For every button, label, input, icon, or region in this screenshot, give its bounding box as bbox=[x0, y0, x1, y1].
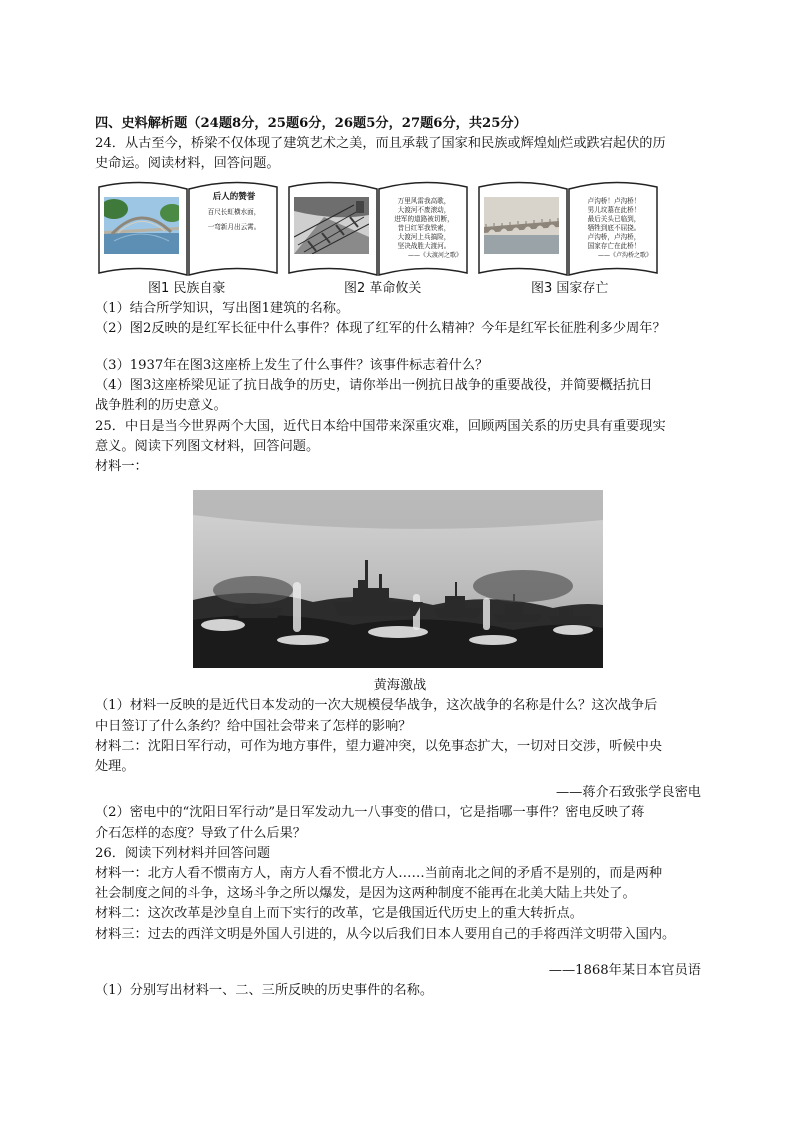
q26-intro: 26．阅读下列材料并回答问题 bbox=[95, 845, 271, 861]
q25-intro-cont: 意义。阅读下列图文材料，回答问题。 bbox=[95, 438, 320, 454]
poem-line: 卢沟桥，卢沟桥， bbox=[587, 232, 641, 241]
q24-question-4: （4）图3这座桥梁见证了抗日战争的历史，请你举出一例抗日战争的重要战役，并简要概括抗日 bbox=[95, 378, 653, 394]
figure-2-book bbox=[285, 179, 471, 277]
q25-question-2: （2）密电中的“沈阳日军行动”是日军发动九一八事变的借口，它是指哪一事件？密电反映了蒋 bbox=[95, 805, 645, 821]
poem-line: 一弯新月出云霄。 bbox=[207, 222, 261, 231]
poem-line: 牺牲到底不屈挠。 bbox=[587, 223, 641, 232]
poem-line: 坚决战胜大渡河。 bbox=[397, 241, 451, 250]
figure-2-poem bbox=[386, 197, 462, 260]
zhaozhou-bridge-photo bbox=[104, 197, 179, 254]
q25-material-1-label: 材料一： bbox=[95, 459, 148, 475]
q25-material-2-cont: 处理。 bbox=[95, 759, 135, 775]
poem-line: 国家存亡在此桥！ bbox=[587, 241, 641, 250]
q26-material-1-cont: 社会制度之间的斗争，这场斗争之所以爆发，是因为这两种制度不能再在北美大陆上共处了。 bbox=[95, 886, 636, 902]
q25-question-1-cont: 中日签订了什么条约？给中国社会带来了怎样的影响？ bbox=[95, 718, 412, 734]
q24-question-2: （2）图2反映的是红军长征中什么事件？体现了红军的什么精神？今年是红军长征胜利多少周年？ bbox=[95, 320, 666, 336]
poem-line: 万里风雷我高歌， bbox=[397, 196, 451, 205]
q26-material-3: 材料三：过去的西洋文明是外国人引进的，从今以后我们日本人要用自己的手将西洋文明带入国内。 bbox=[95, 926, 676, 942]
poem-line: 大渡河不废滚动， bbox=[397, 205, 451, 214]
poem-line: 最后关头已临到， bbox=[587, 214, 641, 223]
luding-bridge-photo bbox=[294, 197, 369, 254]
figure-3-book bbox=[475, 179, 661, 277]
figure-1-poem bbox=[196, 193, 272, 232]
q24-question-1: （1）结合所学知识，写出图1建筑的名称。 bbox=[95, 300, 350, 316]
q26-material-3-source: ——1868年某日本官员语 bbox=[548, 962, 701, 978]
figure-1-book bbox=[95, 179, 281, 277]
poem-source: ——《大渡河之歌》 bbox=[407, 251, 462, 259]
q25-question-2-cont: 介石怎样的态度？导致了什么后果？ bbox=[95, 825, 306, 841]
figure-3-poem bbox=[576, 197, 652, 260]
q24-question-4-cont: 战争胜利的历史意义。 bbox=[95, 398, 227, 414]
poem-title: 后人的赞誉 bbox=[212, 191, 256, 202]
photo-caption: 黄海激战 bbox=[373, 678, 427, 694]
q26-material-1: 材料一：北方人看不惯南方人，南方人看不惯北方人……当前南北之间的矛盾不是别的，而是两种 bbox=[95, 866, 663, 882]
figure-2-caption: 图2 革命攸关 bbox=[344, 280, 422, 296]
figure-1-caption: 图1 民族自豪 bbox=[148, 280, 226, 296]
q25-material-2-source: ——蒋介石致张学良密电 bbox=[555, 785, 701, 801]
q26-question-1: （1）分别写出材料一、二、三所反映的历史事件的名称。 bbox=[95, 983, 434, 999]
q25-material-2: 材料二：沈阳日军行动，可作为地方事件，望力避冲突，以免事态扩大，一切对日交涉，听候中央 bbox=[95, 738, 663, 754]
q24-question-3: （3）1937年在图3这座桥上发生了什么事件？该事件标志着什么？ bbox=[95, 358, 489, 374]
figure-3-caption: 图3 国家存亡 bbox=[531, 280, 609, 296]
poem-line: 卢沟桥！卢沟桥！ bbox=[587, 196, 641, 205]
poem-line: 昔日红军我铁索， bbox=[397, 223, 451, 232]
figure-books-row bbox=[95, 179, 705, 279]
q24-intro-cont: 史命运。阅读材料，回答问题。 bbox=[95, 156, 280, 172]
poem-source: ——《卢沟桥之歌》 bbox=[597, 251, 652, 259]
exam-page bbox=[95, 114, 705, 1001]
poem-line: 男儿坟墓在此桥！ bbox=[587, 205, 641, 214]
section-heading: 四、史料解析题（24题8分，25题6分，26题5分，27题6分，共25分） bbox=[95, 116, 527, 131]
poem-line: 大渡河上兵搞险， bbox=[397, 232, 451, 241]
yellow-sea-battle-photo bbox=[193, 490, 603, 668]
q25-intro: 25．中日是当今世界两个大国，近代日本给中国带来深重灾难，回顾两国关系的历史具有重要现实 bbox=[95, 418, 666, 434]
q24-intro: 24．从古至今，桥梁不仅体现了建筑艺术之美，而且承载了国家和民族或辉煌灿烂或跌宕起伏的历 bbox=[95, 136, 666, 152]
poem-line: 进军的道路被切断， bbox=[394, 214, 454, 223]
poem-line: 百尺长虹横水面， bbox=[207, 207, 261, 216]
figure-captions-row bbox=[95, 279, 705, 299]
q26-material-2: 材料二：这次改革是沙皇自上而下实行的改革，它是俄国近代历史上的重大转折点。 bbox=[95, 906, 583, 922]
lugou-bridge-photo bbox=[484, 197, 559, 254]
q25-question-1: （1）材料一反映的是近代日本发动的一次大规模侵华战争，这次战争的名称是什么？这次战争后 bbox=[95, 698, 658, 714]
